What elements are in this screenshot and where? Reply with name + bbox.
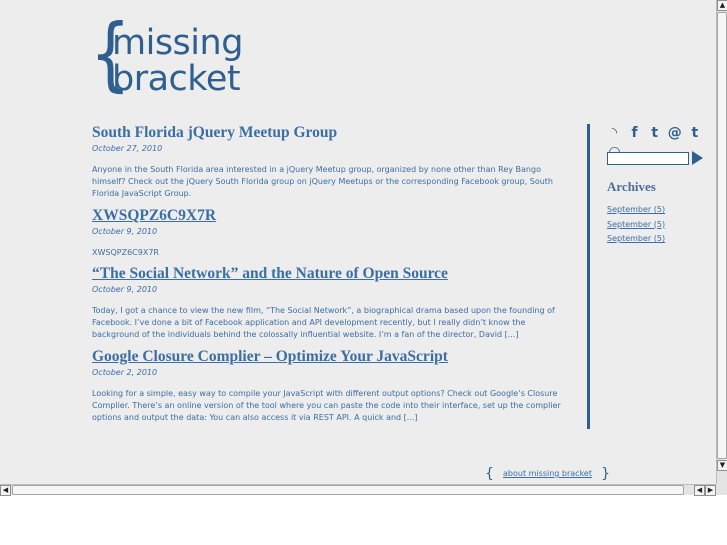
archive-link[interactable]: September (5): [607, 205, 666, 214]
search-input[interactable]: [607, 152, 689, 165]
search-submit-button[interactable]: [692, 151, 703, 165]
post-date: October 2, 2010: [92, 368, 158, 377]
rss-icon[interactable]: ◝: [611, 125, 618, 141]
archive-link[interactable]: September (5): [607, 234, 666, 243]
horizontal-scrollbar[interactable]: [0, 484, 716, 495]
post-item: [92, 124, 562, 200]
logo-line-2: bracket: [112, 59, 241, 99]
facebook-icon[interactable]: f: [631, 125, 638, 141]
scroll-left-button-2[interactable]: ◀: [694, 485, 705, 496]
archives-list: [607, 203, 665, 247]
twitter-icon[interactable]: t: [651, 125, 659, 141]
tumblr-icon[interactable]: t: [691, 125, 699, 141]
post-excerpt: XWSQPZ6C9X7R: [92, 248, 159, 257]
logo-brace: {: [90, 7, 131, 100]
post-title-link[interactable]: XWSQPZ6C9X7R: [92, 207, 217, 224]
footer-open-brace: {: [485, 465, 494, 482]
scroll-up-button[interactable]: ▲: [717, 0, 727, 11]
post-excerpt: Anyone in the South Florida area interested in a jQuery Meetup group, organized by none other than Rey Bango himself? Check out the jQuery South Florida group on jQuery Meetups or the corresponding Facebook group, South Florida JavaScript Group.: [92, 165, 553, 198]
post-title-link[interactable]: “The Social Network” and the Nature of Open Source: [92, 265, 448, 282]
post-title-link[interactable]: South Florida jQuery Meetup Group: [92, 124, 338, 141]
archives-heading: Archives: [607, 179, 656, 194]
scrollbar-corner: [716, 484, 727, 495]
post-title-link[interactable]: Google Closure Complier – Optimize Your JavaScript: [92, 348, 448, 365]
post-item: [92, 207, 562, 259]
scroll-right-button[interactable]: ▶: [705, 485, 716, 496]
horizontal-scroll-thumb[interactable]: [12, 485, 684, 495]
post-excerpt: Looking for a simple, easy way to compile your JavaScript with different output options? Check out Google’s Closure Complier. There’s an online version of the tool where you can paste the code into their interface, set up the complier options and output the data: You can also access it via REST API. A quick and [...]: [92, 389, 561, 422]
logo-line-1: missing: [112, 23, 243, 63]
post-item: [92, 265, 562, 341]
post-date: October 27, 2010: [92, 144, 163, 153]
site-logo[interactable]: [90, 7, 270, 104]
about-link[interactable]: about missing bracket: [503, 469, 592, 478]
post-excerpt: Today, I got a chance to view the new film, “The Social Network”, a biographical drama based upon the founding of Facebook. I’ve done a bit of Facebook application and API development recently, but I really didn’t know the background of the individuals behind the colossally influential website. I’m a fan of the director, David [...]: [92, 306, 555, 339]
footer-close-brace: }: [601, 465, 610, 482]
scroll-left-button[interactable]: ◀: [0, 485, 11, 496]
scroll-down-button[interactable]: ▼: [717, 460, 727, 471]
sidebar-divider: [587, 124, 590, 429]
post-date: October 9, 2010: [92, 227, 158, 236]
vertical-scroll-thumb[interactable]: [717, 12, 727, 459]
footer: [485, 463, 610, 482]
post-date: October 9, 2010: [92, 285, 158, 294]
post-item: [92, 348, 562, 424]
email-icon[interactable]: @: [667, 125, 682, 141]
archive-link[interactable]: September (5): [607, 219, 666, 229]
social-links: [607, 122, 716, 141]
vertical-scrollbar[interactable]: [716, 0, 727, 484]
